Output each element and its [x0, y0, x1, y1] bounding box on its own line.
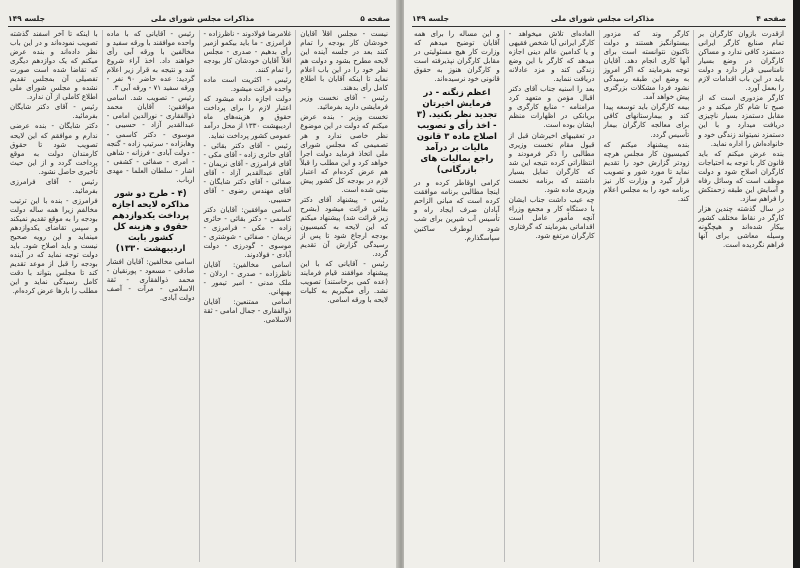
paragraph: رئیس - آقای نخست وزیر فرمایشی دارید بفرمائید. — [300, 94, 388, 112]
paragraph: رئیس - آقایانی که با ماده واحده موافقند با ورقه سفید و مخالفین با ورقه آبی رأی خواهند داد. اخذ آراء شروع شد و نتیجه به قرار زیر اعلام گردید: عده حاضر ۹۰ نفر - ورقه سفید ۷۱ - ورقه آبی ۳. — [106, 30, 195, 93]
paragraph: رئیس - اکثریت است ماده واحده قرائت میشود. — [203, 76, 292, 94]
right-page-columns — [410, 30, 788, 562]
paragraph: ازقدرت بازوان کارگران بر تمام صنایع کارگر ایرانی دستمزد کافی ندارد و مساکن کارگران در وضع بسیار نامناسبی قرار دارد و دولت باید در این باب اقدامات لازم را بعمل آورد. — [698, 30, 784, 93]
session-number: جلسه ۱۴۹ — [412, 13, 449, 23]
text-column — [504, 30, 599, 562]
paragraph: کرامی اوقاطر کرده و در اینجا مطالبی برنامه موافقت کرده است که مبانی الزاحم آبادان صرف ایجاد راه و تأسیس آب شیرین برای شب شود لوطرف ساکنین سپاسگذارم. — [414, 179, 500, 242]
paragraph: نیست - مجلس اقلاً آقایان خودشان کار بودجه را تمام کنند بعد در جلسه آینده این لایحه مطرح بشود و دولت هم نظر خود را در این باب اعلام نماید تا اینکه آقایان با اطلاع کامل رأی بدهند. — [300, 30, 388, 93]
publication-title: مذاکرات مجلس شورای ملی — [550, 13, 655, 23]
section-heading: اعظم زنگنه - در فرمایش اخیرتان تجدید نظر بکنید. (۳ - اخذ رأی و تصویب اصلاح ماده ۳ قانون مالیات بر درآمد راجع بمالیات های بازرگانی) — [416, 88, 498, 176]
page-number: صفحه ۴ — [756, 13, 786, 23]
paragraph: دولت اجازه داده میشود که اعتبار لازم را برای پرداخت حقوق و هزینه‌های ماه اردیبهشت ۱۳۳۰ از محل درآمد عمومی کشور پرداخت نماید. — [203, 95, 292, 140]
paragraph: کارگر وند که مزدور بیستوانگیز هستند و دولت تاکنون نتوانسته است برای آنها کاری انجام دهد. آقایان توجه بفرمایند که اگر امروز به وضع این طبقه رسیدگی نشود فردا مشکلات بزرگتری پیش خواهد آمد. — [603, 30, 690, 102]
publication-title: مذاکرات مجلس شورای ملی — [150, 13, 255, 23]
paragraph: بعد را اسنیه جناب آقای دکتر اقبال مؤمن و متعهد کرد مرامنامه - منابع کارگری و بریانکی در اظهارات منظم ایشان بوده است. — [508, 85, 595, 130]
scan-edge — [793, 0, 800, 568]
session-number: جلسه ۱۴۹ — [8, 13, 45, 23]
text-column — [102, 30, 199, 562]
right-page-header — [412, 12, 786, 27]
paragraph: در تعقیبهای اخیرشان قبل از قبول مقام نخست وزیری مطالبی را ذکر فرمودند و انتظاراتی کرده نتیجه این شد که کارگران تمایل بسیار داشتند که برنامه نخست وزیری ماده شود. — [508, 131, 595, 194]
paragraph: اسامی موافقین: آقایان دکتر کاسمی - دکتر بقائی - حائری زاده - مکی - فرامرزی - نریمان - صفائی - شوشتری - موسوی - گودرزی - دولت آبادی - فولادوند. — [203, 205, 292, 260]
text-column — [410, 30, 504, 562]
left-page-header — [8, 12, 390, 27]
paragraph: بنده پیشنهاد میکنم که کمیسیون کار مجلس هرچه زودتر گزارش خود را تقدیم نماید تا مورد شور و تصویب قرار گیرد و وزارت کار نیز برنامه خود را به مجلس اعلام کند. — [603, 140, 690, 203]
paragraph: و این مساله را برای همه آقایان توضیح میدهم که وزارت کار هیچ مسئولیتی در مقابل کارگران نپذیرفته است و کارگران هنوز به حقوق قانونی خود نرسیده‌اند. — [414, 30, 500, 84]
paragraph: فرامرزی - بنده با این ترتیب مخالفم زیرا همه ساله دولت بودجه را به موقع تقدیم نمیکند و سپس تقاضای یکدوازدهم مینماید و این رویه صحیح نیست و باید اصلاح شود. باید دولت توجه نماید که در آینده بودجه را قبل از موعد تقدیم کند تا مجلس بتواند با دقت کامل رسیدگی نماید و این مطلب را بارها عرض کرده‌ام. — [10, 196, 98, 296]
paragraph: اسامی مخالفین: آقایان افشار صادقی - مسعود - پورنقیان - محمد ذوالفقاری - ثقة الاسلامی - مرآت - آصف دولت آبادی. — [106, 257, 195, 302]
text-column — [6, 30, 102, 562]
left-page-columns — [6, 30, 392, 562]
paragraph: رئیس - تصویب شد. اسامی موافقین: آقایان محمد ذوالفقاری - نورالدین امامی - عبدالقدیر آزاد - حسیبی - موسوی - دکتر کاسمی - وهابزاده - سرتیپ زاده - گنجه - دولت آبادی - فرزانه - شاهی - امری - صفائی - کشفی - اشار - سلطان العلما - مهدی ارباب. — [106, 94, 195, 184]
text-column — [599, 30, 694, 562]
paragraph: با اینکه تا آخر اسفند گذشته تصویب نموده‌اند و در این باب نظر داده‌اند و بنده عرض میکنم که یک دوازدهم دیگری که تقاضا شده است صورت تفصیلی آن بمجلس تقدیم نشده و مجلس شورای ملی اطلاع کاملی از آن ندارد. — [10, 30, 98, 102]
paragraph: دکتر شایگان - بنده عرضی ندارم و موافقم که این لایحه تصویب شود تا حقوق کارمندان دولت به موقع پرداخت گردد و از این حیث تأخیری حاصل نشود. — [10, 122, 98, 176]
paragraph: غلامرضا فولادوند - ناظرزاده - فرامرزی - ما باید بیکمو ازمیر رأی بدهیم - صدری - مجلس اقلاً آقایان خودشان کار بودجه را تمام کنند. — [203, 30, 292, 75]
paragraph: رئیس - آقایانی که با این پیشنهاد موافقند قیام فرمایند (عده کمی برخاستند) تصویب نشد. رأی میگیریم به کلیات لایحه با ورقه اسامی. — [300, 260, 388, 305]
paragraph: رئیس - آقای دکتر شایگان بفرمائید. — [10, 103, 98, 121]
text-column — [693, 30, 788, 562]
left-page — [0, 0, 398, 568]
paragraph: العاده‌ای تلاش میخواهد - کارگر ایرانی آیا شخص فقیهی و یا کدامین عالم دینی اجازه میدهد که کارگر با این وضع زندگی کند و مزد عادلانه دریافت ننماید. — [508, 30, 595, 84]
paragraph: چه عیب داشت جناب ایشان با دستگاه کار و مجمع وزراء آنچه مأمور عامل است اقداماتی بفرمایند که گرفتاری کارگران مرتفع شود. — [508, 195, 595, 241]
text-column — [199, 30, 296, 562]
paragraph: رئیس - آقای دکتر بقائی - آقای حائری زاده - آقای مکی - آقای فرامرزی - آقای نریمان - آقای عبدالقدیر آزاد - آقای صفائی - آقای دکتر شایگان - آقای مهندس رضوی - آقای حسیبی. — [203, 141, 292, 204]
paragraph: اسامی ممتنعین: آقایان ذوالفقاری - جمال امامی - ثقة الاسلامی. — [203, 298, 292, 325]
paragraph: رئیس - آقای فرامرزی بفرمائید. — [10, 177, 98, 195]
section-heading: (۴ - طرح دو شور مذاکره لایحه اجازه پرداخت یکدوازدهم حقوق و هزینه کل کشور بابت اردیبهشت ۱۳۳۰) — [112, 188, 190, 254]
paragraph: نخست وزیر - بنده عرض میکنم که دولت در این موضوع نظر خاصی ندارد و هر تصمیمی که مجلس شورای ملی اتخاذ فرماید دولت اجرا خواهد کرد و این مطلب را قبلاً هم عرض کرده‌ام که اعتبار لازم در بودجه کل کشور پیش بینی شده است. — [300, 113, 388, 194]
page-number: صفحه ۵ — [360, 13, 390, 23]
paragraph: اسامی مخالفین: آقایان ناظرزاده - صدری - اردلان - ملک مدنی - امیر تیمور - بهبهانی. — [203, 261, 292, 297]
paragraph: بیمه کارگران باید توسعه پیدا کند و بیمارستانهای کافی برای معالجه کارگران بیمار تأسیس گردد. — [603, 103, 690, 139]
paragraph: بنده عرض میکنم که باید قانون کار با توجه به احتیاجات کارگران اصلاح شود و دولت موظف است که وسائل رفاه و آسایش این طبقه زحمتکش را فراهم سازد. — [698, 149, 784, 203]
paragraph: رئیس - پیشنهاد آقای دکتر بقائی قرائت میشود (بشرح زیر قرائت شد) پیشنهاد میکنم که این لایحه به کمیسیون بودجه ارجاع شود تا پس از رسیدگی گزارش آن تقدیم گردد. — [300, 195, 388, 259]
right-page — [404, 0, 794, 568]
paragraph: کارگر مزدوری است که از صبح تا شام کار میکند و در مقابل دستمزد بسیار ناچیزی دریافت میدارد و با این دستمزد نمیتواند زندگی خود و خانواده‌اش را اداره نماید. — [698, 94, 784, 148]
paragraph: در سال گذشته چندین هزار کارگر در نقاط مختلف کشور بیکار شده‌اند و هیچگونه وسیله معاشی برای آنها فراهم نگردیده است. — [698, 204, 784, 250]
text-column — [295, 30, 392, 562]
